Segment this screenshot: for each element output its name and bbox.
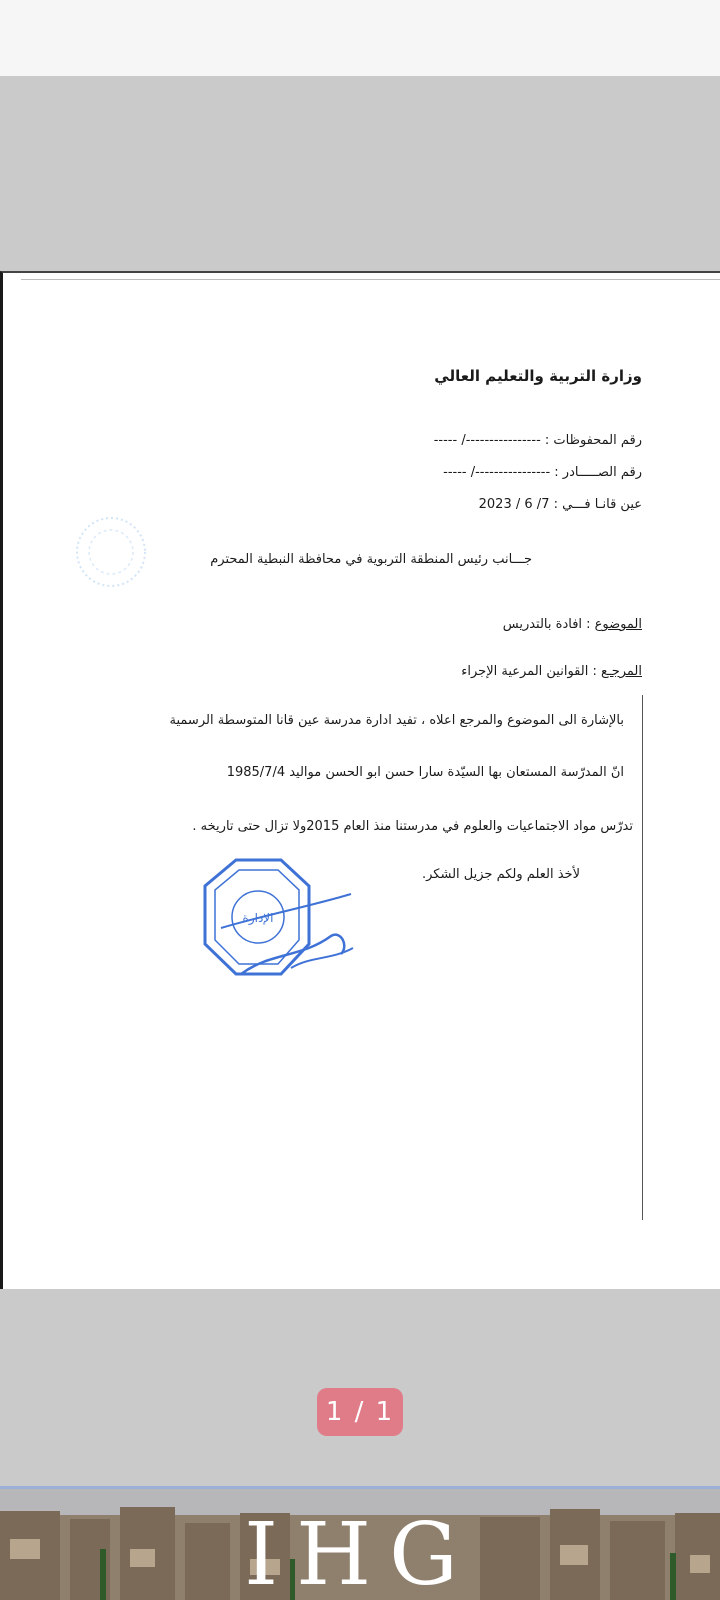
document-page	[0, 271, 720, 1289]
body-line-3: تدرّس مواد الاجتماعيات والعلوم في مدرستنا منذ العام 2015ولا تزال حتى تاريخه .	[192, 819, 633, 834]
letter-date: عين قانـا فـــي : 7/ 6 / 2023	[478, 497, 642, 512]
ministry-heading: وزارة التربية والتعليم العالي	[434, 367, 642, 385]
reference-line	[461, 664, 642, 679]
margin-line	[642, 695, 643, 1220]
faded-seal-icon	[71, 497, 151, 607]
subject-line	[503, 617, 642, 632]
recipient-line: جـــانب رئيس المنطقة التربوية في محافظة النبطية المحترم	[210, 552, 532, 567]
body-line-1: بالإشارة الى الموضوع والمرجع اعلاه ، تفيد ادارة مدرسة عين قانا المتوسطة الرسمية	[169, 713, 624, 728]
subject-value: : افادة بالتدريس	[502, 617, 595, 632]
reference-value: : القوانين المرعية الإجراء	[461, 664, 601, 679]
ihg-logo: IHG	[244, 1505, 476, 1600]
subject-label: الموضوع	[594, 617, 642, 632]
top-bar	[0, 0, 720, 76]
official-stamp-icon	[181, 856, 361, 996]
page-top-rule	[21, 279, 720, 280]
page-indicator: 1 / 1	[317, 1388, 403, 1436]
archive-number: رقم المحفوظات : ----------------/ -----	[433, 433, 642, 448]
closing-line: لأخذ العلم ولكم جزيل الشكر.	[422, 867, 580, 882]
city-banner-ad[interactable]	[0, 1486, 720, 1600]
reference-label: المرجـع	[600, 664, 642, 679]
stamp-label: الإدارة	[242, 911, 274, 925]
body-line-2: انّ المدرّسة المستعان بها السيّدة سارا حسن ابو الحسن مواليد 1985/7/4	[226, 765, 624, 780]
issued-number: رقم الصـــــادر : ----------------/ -----	[443, 465, 642, 480]
